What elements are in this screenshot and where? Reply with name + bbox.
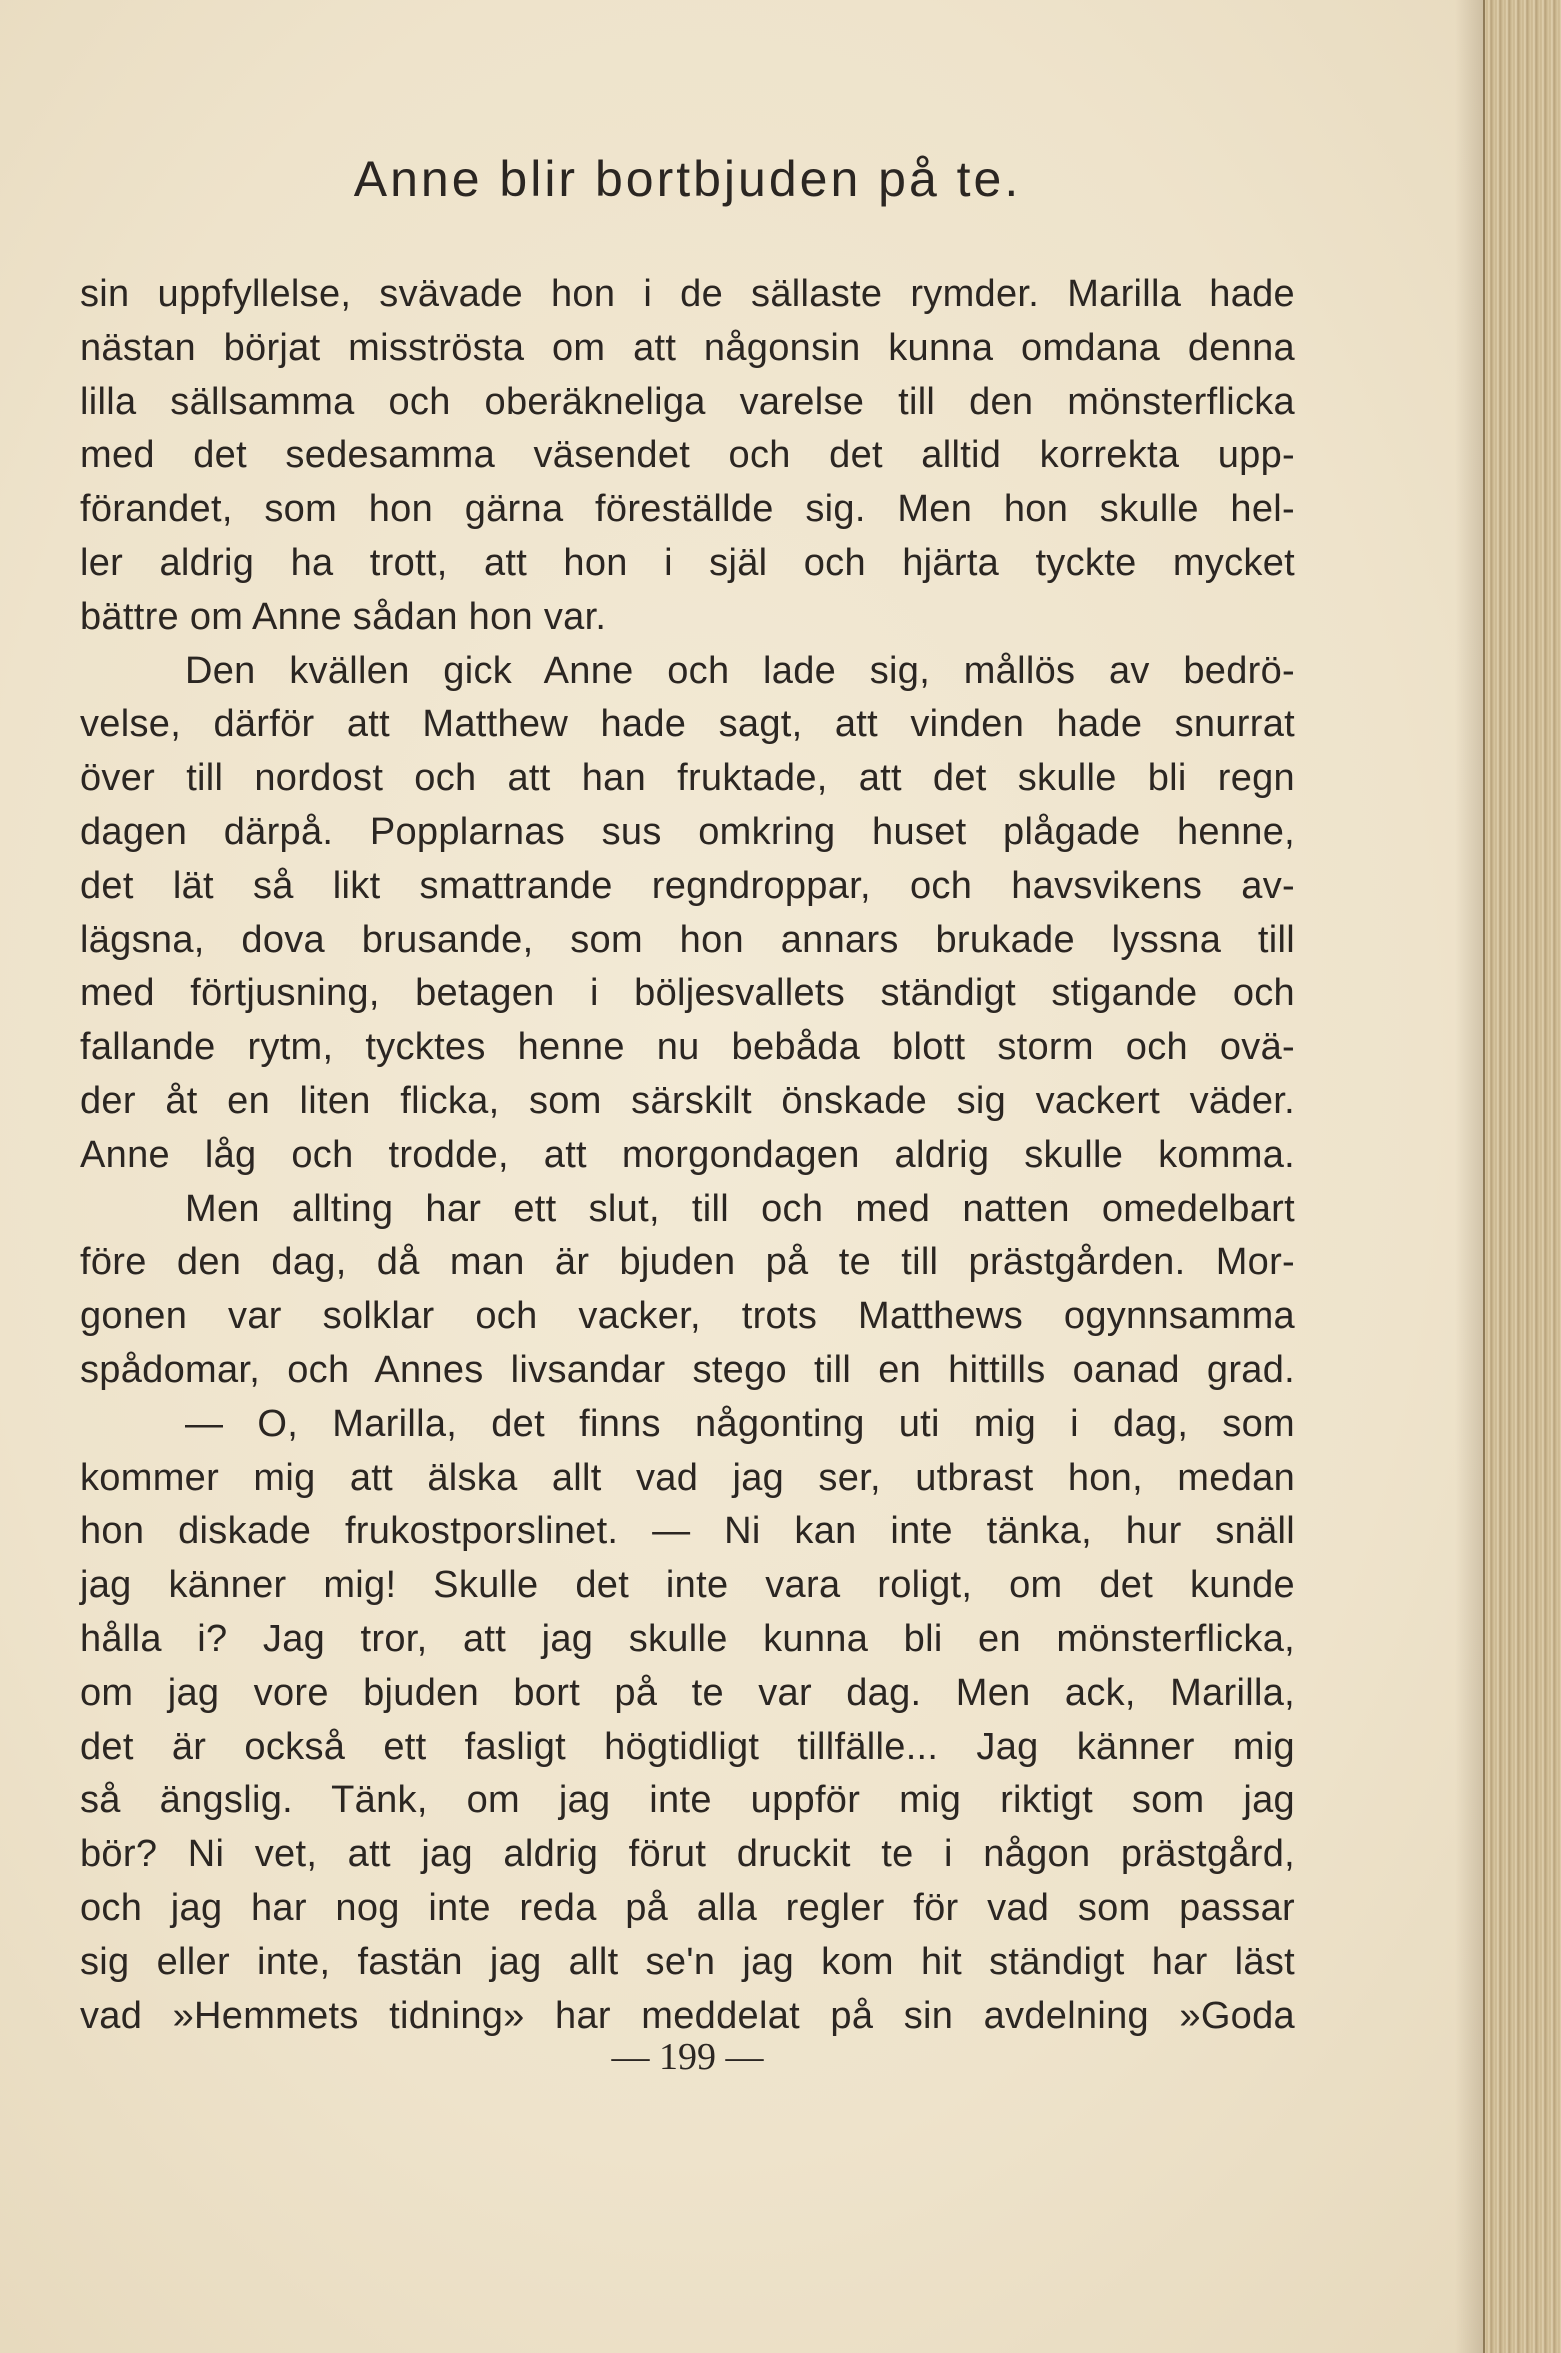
text-line: ler aldrig ha trott, att hon i själ och hjärta tyckte mycket — [80, 541, 1295, 584]
text-line: det är också ett fasligt högtidligt tillfälle... Jag känner mig — [80, 1725, 1295, 1768]
text-line: spådomar, och Annes livsandar stego till en hittills oanad grad. — [80, 1348, 1295, 1391]
text-line: bör? Ni vet, att jag aldrig förut druckit te i någon prästgård, — [80, 1833, 1295, 1876]
text-line: sig eller inte, fastän jag allt se'n jag kom hit ständigt har läst — [80, 1940, 1295, 1983]
text-line: hon diskade frukostporslinet. — Ni kan inte tänka, hur snäll — [80, 1510, 1295, 1553]
text-line: med det sedesamma väsendet och det alltid korrekta upp- — [80, 434, 1295, 477]
text-line: kommer mig att älska allt vad jag ser, utbrast hon, medan — [80, 1456, 1295, 1499]
text-line: gonen var solklar och vacker, trots Matthews ogynnsamma — [80, 1295, 1295, 1338]
text-line: nästan börjat misströsta om att någonsin kunna omdana denna — [80, 326, 1295, 369]
text-line: och jag har nog inte reda på alla regler för vad som passar — [80, 1886, 1295, 1929]
text-line: Den kvällen gick Anne och lade sig, mållös av bedrö- — [185, 649, 1295, 692]
text-line: så ängslig. Tänk, om jag inte uppför mig riktigt som jag — [80, 1779, 1295, 1822]
text-line: — O, Marilla, det finns någonting uti mig i dag, som — [185, 1402, 1295, 1445]
text-line: det lät så likt smattrande regndroppar, och havsvikens av- — [80, 864, 1295, 907]
text-line: jag känner mig! Skulle det inte vara roligt, om det kunde — [80, 1564, 1295, 1607]
text-line: förandet, som hon gärna föreställde sig. Men hon skulle hel- — [80, 488, 1295, 531]
text-line: Anne låg och trodde, att morgondagen aldrig skulle komma. — [80, 1133, 1295, 1176]
text-line: vad »Hemmets tidning» har meddelat på sin avdelning »Goda — [80, 1994, 1295, 2037]
page-number: — 199 — — [611, 2036, 764, 2078]
running-title: Anne blir bortbjuden på te. — [353, 151, 1022, 207]
page-edge-stack — [1483, 0, 1561, 2353]
text-line: om jag vore bjuden bort på te var dag. Men ack, Marilla, — [80, 1671, 1295, 1714]
text-line: lägsna, dova brusande, som hon annars brukade lyssna till — [80, 918, 1295, 961]
body-text — [80, 268, 1295, 2043]
text-line: före den dag, då man är bjuden på te till prästgården. Mor- — [80, 1241, 1295, 1284]
text-line: med förtjusning, betagen i böljesvallets ständigt stigande och — [80, 972, 1295, 1015]
text-line: hålla i? Jag tror, att jag skulle kunna bli en mönsterflicka, — [80, 1617, 1295, 1660]
text-line: dagen därpå. Popplarnas sus omkring huset plågade henne, — [80, 810, 1295, 853]
page-content — [80, 150, 1295, 2043]
text-line: Men allting har ett slut, till och med natten omedelbart — [185, 1187, 1295, 1230]
text-line: fallande rytm, tycktes henne nu bebåda blott storm och ovä- — [80, 1026, 1295, 1069]
text-line: velse, därför att Matthew hade sagt, att vinden hade snurrat — [80, 703, 1295, 746]
text-line: över till nordost och att han fruktade, att det skulle bli regn — [80, 757, 1295, 800]
text-line: der åt en liten flicka, som särskilt önskade sig vackert väder. — [80, 1079, 1295, 1122]
page-gutter-shadow — [1455, 0, 1485, 2353]
text-line: lilla sällsamma och oberäkneliga varelse till den mönsterflicka — [80, 380, 1295, 423]
text-line: sin uppfyllelse, svävade hon i de sällaste rymder. Marilla hade — [80, 273, 1295, 315]
text-line: bättre om Anne sådan hon var. — [80, 595, 607, 638]
